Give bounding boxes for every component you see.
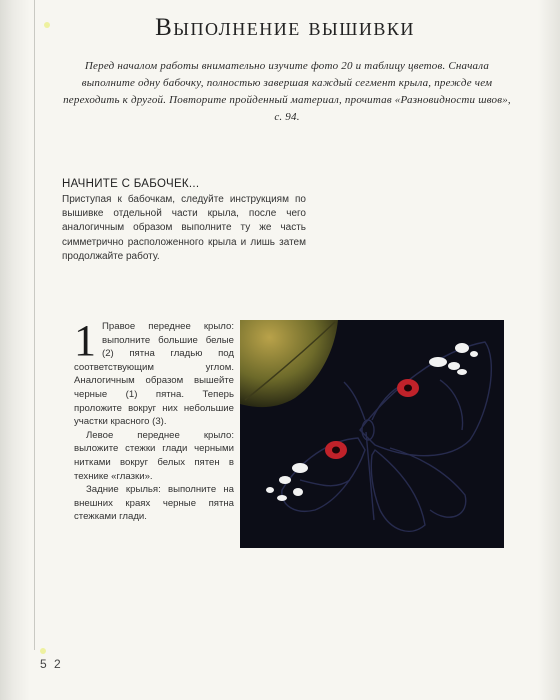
section-paragraph: Приступая к бабочкам, следуйте инструкциям по вышивке отдельной части крыла, после чего аналогичным образом выполните ту же часть симметрично расположенного крыла и лишь затем продолжайте работу.	[62, 194, 306, 262]
scan-mark-dot	[40, 648, 46, 654]
red-spot-center	[404, 385, 412, 392]
step-paragraph-right-forewing: Правое переднее крыло: выполните большие белые (2) пятна гладью под соответствующим углом. Аналогичным образом вышейте черные (1) пятна. Теперь проложите вокруг них небольшие участки красного (3).	[74, 321, 234, 428]
embroidery-photo	[240, 320, 504, 548]
scan-shadow-left	[0, 0, 30, 700]
page-number: 5 2	[40, 657, 63, 671]
step-block	[74, 316, 234, 524]
butterfly-embroidery-image	[240, 320, 504, 548]
intro-paragraph: Перед началом работы внимательно изучите фото 20 и таблицу цветов. Сначала выполните одну бабочку, полностью завершая каждый сегмент крыла, прежде чем переходить к другой. Повторите пройденный материал, прочитав «Разновидности швов», с. 94.	[63, 60, 511, 123]
scan-shadow-right	[538, 0, 560, 700]
step-paragraph-left-forewing: Левое переднее крыло: выложите стежки глади черными нитками вокруг белых пятен в технике «глазки».	[74, 429, 234, 482]
step-paragraph-hindwings: Задние крылья: выполните на внешних краях черные пятна стежками глади.	[74, 484, 234, 523]
page-frame-line	[34, 0, 35, 650]
page-title: Выполнение вышивки	[155, 14, 415, 41]
section-heading: НАЧНИТЕ С БАБОЧЕК...	[62, 178, 200, 190]
step-number: 1	[74, 316, 96, 365]
red-spot-center	[332, 447, 340, 454]
